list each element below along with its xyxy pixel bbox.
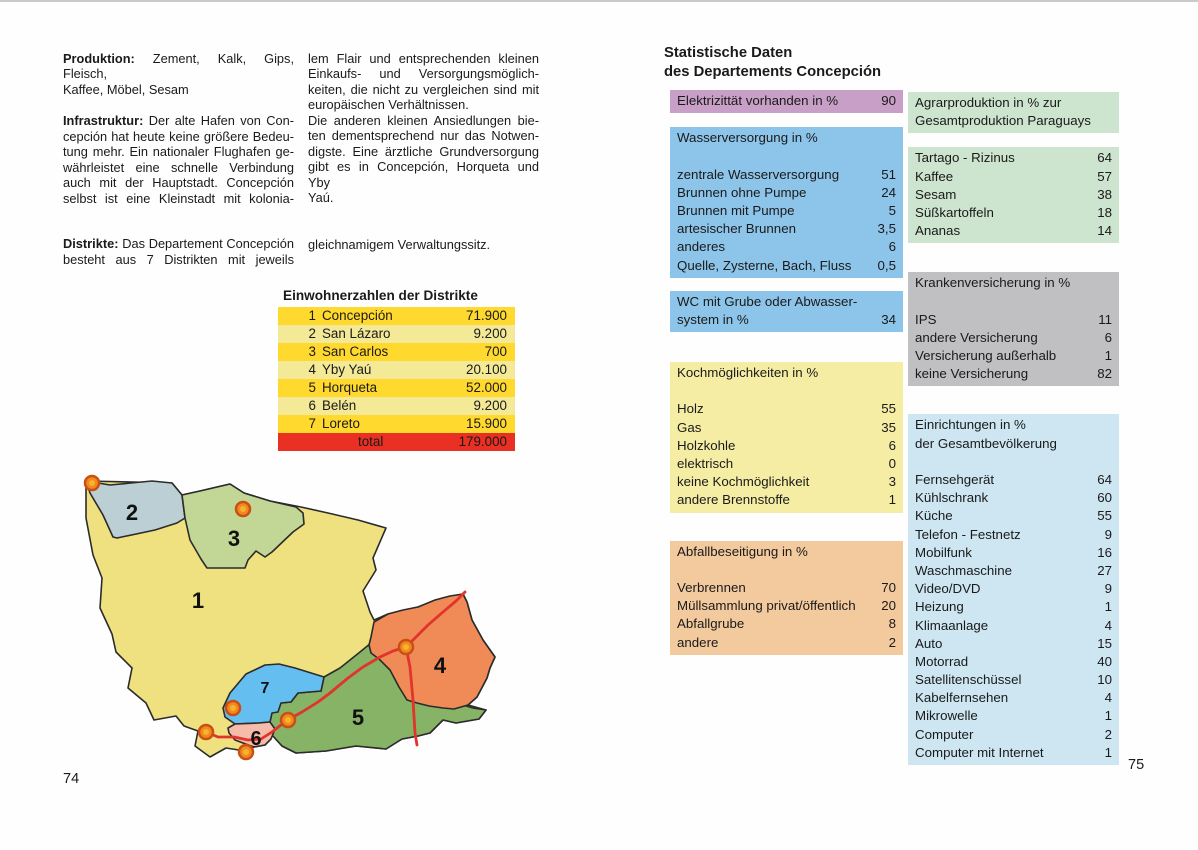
- stat-label: andere Brennstoffe: [677, 492, 790, 508]
- text-line: gibt es in Concepción, Horqueta und Yby: [308, 159, 539, 190]
- stat-value: 60: [1097, 490, 1112, 506]
- stat-label: Computer mit Internet: [915, 744, 1044, 760]
- stat-row: [915, 689, 1112, 707]
- stat-row: [677, 202, 896, 220]
- stat-row: [915, 562, 1112, 580]
- stat-value: 90: [881, 93, 896, 108]
- stat-value: 1: [1104, 599, 1112, 615]
- stat-value: 82: [1097, 366, 1112, 382]
- stat-value: 18: [1097, 204, 1112, 220]
- health-insurance-table: [908, 272, 1119, 386]
- text-line: lem Flair und entsprechenden kleinen: [308, 51, 539, 66]
- stat-row: [915, 580, 1112, 598]
- statistics-heading: [664, 44, 881, 81]
- stat-row: [677, 400, 896, 418]
- stat-label: Klimaanlage: [915, 617, 989, 633]
- stat-label: Quelle, Zysterne, Bach, Fluss: [677, 257, 852, 273]
- stat-row: [915, 222, 1112, 240]
- district-population: 700: [484, 344, 507, 359]
- district-number: 6: [308, 398, 316, 413]
- table-title: Krankenversicherung in %: [915, 275, 1071, 291]
- district-row: [278, 415, 515, 433]
- stat-label: Verbrennen: [677, 579, 746, 595]
- statistics-heading-line1: Statistische Daten: [664, 45, 793, 61]
- map-label-region-6: 6: [250, 728, 262, 750]
- stat-value: 8: [888, 616, 896, 632]
- stat-label: Kühlschrank: [915, 490, 989, 506]
- stat-row: [915, 204, 1112, 222]
- town-marker: [281, 713, 295, 727]
- stat-row: [915, 471, 1112, 489]
- town-marker: [399, 640, 413, 654]
- stat-value: 55: [881, 401, 896, 417]
- stat-row: [677, 184, 896, 202]
- text-line: auch mit der Hauptstadt. Concepción: [63, 175, 294, 191]
- stat-label: Telefon - Festnetz: [915, 526, 1021, 542]
- district-population-table: [278, 288, 515, 451]
- stat-row: [915, 347, 1112, 365]
- district-name: Concepción: [322, 308, 393, 323]
- district-name: Loreto: [322, 416, 360, 431]
- district-row: [278, 379, 515, 397]
- spacer-row: [677, 561, 896, 579]
- stat-value: 57: [1097, 168, 1112, 184]
- spacer-row: [677, 382, 896, 400]
- stat-row: [677, 491, 896, 509]
- stat-label: Heizung: [915, 599, 964, 615]
- district-population: 20.100: [466, 362, 507, 377]
- stat-label: Waschmaschine: [915, 562, 1013, 578]
- stat-label: Motorrad: [915, 653, 969, 669]
- stat-label: artesischer Brunnen: [677, 221, 796, 237]
- district-row: [278, 397, 515, 415]
- district-row: [278, 343, 515, 361]
- stat-value: 4: [1104, 617, 1112, 633]
- page-number-left: 74: [63, 771, 80, 787]
- water-supply-table: [670, 127, 903, 278]
- text-line: cepción hat heute keine größere Bedeu-: [63, 128, 294, 144]
- district-total-row: [278, 433, 515, 451]
- district-name: San Lázaro: [322, 326, 391, 341]
- text-line: währleistet eine schnelle Verbindung: [63, 159, 294, 175]
- district-row: [278, 361, 515, 379]
- stat-value: 64: [1097, 150, 1112, 166]
- page-number-right: 75: [1128, 757, 1145, 773]
- district-table-rows: [278, 307, 515, 433]
- electricity-table: [670, 90, 903, 113]
- stat-value: 14: [1097, 223, 1112, 239]
- stat-value: 0: [888, 456, 896, 471]
- map-label-region-5: 5: [351, 705, 365, 730]
- stat-value: 10: [1097, 672, 1112, 688]
- text-line: Yaú.: [308, 190, 334, 206]
- town-marker: [199, 725, 213, 739]
- stat-label: Kaffee: [915, 168, 954, 184]
- stat-label: andere Versicherung: [915, 329, 1038, 345]
- stat-row: [915, 653, 1112, 671]
- stat-row: [915, 365, 1112, 383]
- stat-label: Kabelfernsehen: [915, 690, 1009, 706]
- stat-label: Abfallgrube: [677, 616, 745, 632]
- stat-label: keine Versicherung: [915, 366, 1029, 382]
- stat-label: Holzkohle: [677, 437, 736, 453]
- map-label-region-1: 1: [191, 588, 205, 613]
- stat-value: 9: [1104, 526, 1112, 542]
- stat-row: [915, 617, 1112, 635]
- district-population: 52.000: [466, 380, 507, 395]
- stat-value: 1: [1104, 708, 1112, 724]
- stat-value: 15: [1097, 635, 1112, 651]
- stat-row: [677, 220, 896, 238]
- stat-label: Brunnen mit Pumpe: [677, 202, 795, 218]
- paragraph-distrikte: [63, 236, 294, 267]
- district-total-value: 179.000: [458, 434, 507, 449]
- stat-value: 51: [881, 166, 896, 182]
- statistics-column-right: [908, 92, 1119, 765]
- page-top-edge: [0, 0, 1198, 2]
- stat-row: [677, 419, 896, 437]
- stat-value: 6: [888, 437, 896, 453]
- table-title: Kochmöglichkeiten in %: [677, 365, 819, 381]
- stat-row: [677, 597, 896, 615]
- stat-label: Elektrizittät vorhanden in %: [677, 93, 839, 108]
- district-map: [58, 460, 542, 780]
- stat-value: 35: [881, 419, 896, 435]
- stat-row: [915, 744, 1112, 762]
- stat-value: 38: [1097, 186, 1112, 202]
- stat-value: 1: [1104, 348, 1112, 364]
- stat-row: [915, 489, 1112, 507]
- district-number: 3: [308, 344, 316, 359]
- agro-production-header: [908, 92, 1119, 133]
- stat-value: 1: [888, 492, 896, 508]
- stat-value: 0,5: [877, 257, 896, 273]
- table-title: Agrarproduktion in % zur: [915, 95, 1062, 110]
- stat-label: keine Kochmöglichkeit: [677, 474, 810, 490]
- waste-disposal-table: [670, 541, 903, 655]
- district-number: 1: [308, 308, 316, 323]
- map-label-region-3: 3: [227, 526, 241, 551]
- text-line: tung mehr. Ein nationaler Flughafen ge-: [63, 144, 294, 160]
- text-line: gleichnamigem Verwaltungssitz.: [308, 236, 491, 252]
- stat-label: Sesam: [915, 186, 957, 202]
- stat-value: 34: [881, 311, 896, 327]
- stat-value: 6: [1104, 329, 1112, 345]
- district-total-label: total: [358, 434, 384, 449]
- stat-label: anderes: [677, 239, 726, 255]
- stat-row: [677, 473, 896, 491]
- stat-label: Computer: [915, 726, 974, 742]
- text-line: keiten, die nicht zu vergleichen sind mit: [308, 81, 539, 97]
- stat-row: [915, 526, 1112, 544]
- stat-value: 4: [1104, 690, 1112, 706]
- text-line: ten dementsprechend nur das Notwen-: [308, 128, 539, 144]
- district-name: Yby Yaú: [322, 362, 372, 377]
- stat-label: Tartago - Rizinus: [915, 150, 1015, 166]
- stat-row: [677, 615, 896, 633]
- stat-label: Fernsehgerät: [915, 472, 995, 487]
- stat-label: Auto: [915, 635, 943, 651]
- stat-label: elektrisch: [677, 456, 734, 471]
- stat-row: [915, 168, 1112, 186]
- stat-row: [915, 329, 1112, 347]
- stat-label: Süßkartoffeln: [915, 204, 994, 220]
- stat-value: 6: [888, 239, 896, 255]
- wc-table: [670, 291, 903, 332]
- stat-value: 3: [888, 474, 896, 490]
- district-table-title: Einwohnerzahlen der Distrikte: [283, 288, 478, 303]
- district-number: 4: [308, 362, 316, 377]
- stat-row: [677, 257, 896, 275]
- district-number: 2: [308, 326, 316, 341]
- stat-row: [915, 149, 1112, 167]
- stat-label: andere: [677, 634, 719, 650]
- district-number: 7: [308, 416, 316, 431]
- map-label-region-7: 7: [260, 680, 270, 697]
- stat-value: 5: [888, 202, 896, 218]
- town-marker: [226, 701, 240, 715]
- stat-row: [915, 186, 1112, 204]
- stat-value: 70: [881, 579, 896, 595]
- text-line: Infrastruktur: Der alte Hafen von Con-: [63, 113, 294, 129]
- stat-value: 2: [888, 634, 896, 650]
- stat-value: 1: [1104, 744, 1112, 760]
- agro-production-table: [908, 147, 1119, 243]
- district-name: Horqueta: [322, 380, 378, 395]
- table-title: Abfallbeseitigung in %: [677, 543, 808, 559]
- stat-value: 24: [881, 184, 896, 200]
- table-title: Wasserversorgung in %: [677, 130, 818, 146]
- district-population: 71.900: [466, 308, 507, 323]
- district-row: [278, 325, 515, 343]
- table-title: Einrichtungen in %: [915, 417, 1026, 433]
- stat-row: [677, 634, 896, 652]
- town-marker: [236, 502, 250, 516]
- text-line: europäischen Verhältnissen.: [308, 97, 469, 113]
- spacer-row: [677, 147, 896, 165]
- text-line: Kaffee, Möbel, Sesam: [63, 81, 189, 97]
- paragraph-verwaltungssitz: [308, 237, 539, 252]
- district-population: 15.900: [466, 416, 507, 431]
- stat-value: 20: [881, 598, 896, 614]
- stat-label: Brunnen ohne Pumpe: [677, 184, 807, 200]
- table-title-line2: system in %: [677, 311, 749, 327]
- stat-label: Mikrowelle: [915, 708, 978, 724]
- stat-value: 2: [1104, 726, 1112, 742]
- stat-row: [915, 311, 1112, 329]
- stat-label: Video/DVD: [915, 581, 981, 597]
- paragraph-continuation: [308, 51, 539, 206]
- paragraph-produktion: [63, 51, 294, 97]
- stat-value: 27: [1097, 562, 1112, 578]
- amenities-table: [908, 414, 1119, 765]
- stat-value: 40: [1097, 653, 1112, 669]
- article-column-right: [308, 51, 539, 252]
- text-line: Einkaufs- und Versorgungsmöglich-: [308, 66, 539, 82]
- district-name: San Carlos: [322, 344, 389, 359]
- stat-row: [915, 544, 1112, 562]
- stat-label: Ananas: [915, 223, 961, 239]
- stat-label: Holz: [677, 401, 704, 417]
- town-marker: [85, 476, 99, 490]
- district-row: [278, 307, 515, 325]
- text-line: Die anderen kleinen Ansiedlungen bie-: [308, 112, 539, 128]
- stat-row: [677, 455, 896, 473]
- statistics-column-left: [670, 90, 903, 655]
- stat-row: [915, 598, 1112, 616]
- stat-label: Versicherung außerhalb: [915, 348, 1057, 364]
- table-title-line2: Gesamtproduktion Paraguays: [915, 113, 1091, 129]
- text-line: besteht aus 7 Distrikten mit jeweils: [63, 251, 294, 267]
- spacer-row: [915, 293, 1112, 311]
- stat-label: Gas: [677, 419, 702, 435]
- district-name: Belén: [322, 398, 357, 413]
- table-title-line2: der Gesamtbevölkerung: [915, 435, 1057, 451]
- district-population: 9.200: [473, 326, 507, 341]
- district-number: 5: [308, 380, 316, 395]
- stat-row: [677, 238, 896, 256]
- stat-value: 11: [1098, 311, 1112, 327]
- text-line: selbst ist eine Kleinstadt mit kolonia-: [63, 190, 294, 206]
- text-line: digste. Eine ärztliche Grundversorgung: [308, 143, 539, 159]
- text-line: Distrikte: Das Departement Concepción: [63, 236, 294, 252]
- text-line: Produktion: Zement, Kalk, Gips, Fleisch,: [63, 51, 294, 82]
- stat-value: 64: [1097, 472, 1112, 487]
- table-title: WC mit Grube oder Abwasser-: [677, 293, 858, 309]
- stat-label: Müllsammlung privat/öffentlich: [677, 598, 856, 614]
- spacer-row: [915, 453, 1112, 471]
- paragraph-infrastruktur: [63, 113, 294, 206]
- stat-label: Küche: [915, 508, 953, 524]
- stat-row: [677, 166, 896, 184]
- stat-value: 9: [1104, 581, 1112, 597]
- map-label-region-4: 4: [433, 653, 447, 678]
- article-column-left: [63, 51, 294, 267]
- statistics-heading-line2: des Departements Concepción: [664, 63, 882, 80]
- stat-row: [915, 671, 1112, 689]
- stat-row: [915, 507, 1112, 525]
- district-population: 9.200: [473, 398, 507, 413]
- stat-label: Satellitenschüssel: [915, 672, 1022, 688]
- map-label-region-2: 2: [125, 500, 139, 525]
- stat-label: IPS: [915, 311, 937, 327]
- cooking-table: [670, 362, 903, 513]
- stat-row: [915, 635, 1112, 653]
- stat-row: [677, 579, 896, 597]
- stat-row: [915, 726, 1112, 744]
- stat-value: 16: [1097, 544, 1112, 560]
- stat-label: Mobilfunk: [915, 544, 972, 560]
- stat-label: zentrale Wasserversorgung: [677, 166, 840, 182]
- stat-value: 55: [1097, 508, 1112, 524]
- stat-row: [677, 437, 896, 455]
- stat-row: [915, 707, 1112, 725]
- stat-value: 3,5: [877, 221, 896, 237]
